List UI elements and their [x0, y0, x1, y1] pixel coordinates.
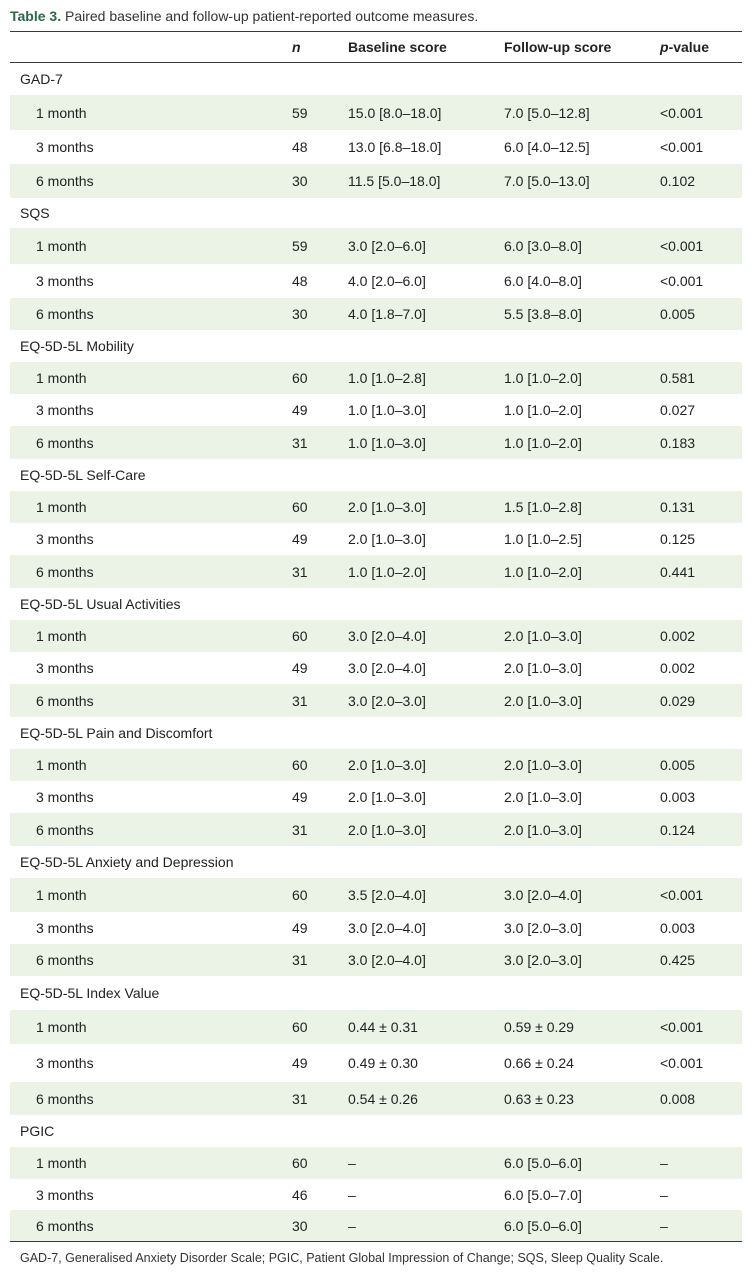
followup-cell: 6.0 [4.0–8.0]	[504, 273, 582, 289]
baseline-cell: 4.0 [2.0–6.0]	[348, 273, 426, 289]
p-value-cell: 0.003	[660, 789, 696, 805]
n-cell: 59	[292, 238, 308, 254]
row-label: 3 months	[36, 402, 94, 418]
table-row	[10, 813, 742, 846]
p-value-cell: 0.124	[660, 821, 696, 838]
followup-cell: 0.66 ± 0.24	[504, 1055, 574, 1071]
n-cell: 30	[292, 306, 308, 322]
n-cell: 49	[292, 402, 308, 418]
n-cell: 31	[292, 692, 308, 709]
n-cell: 49	[292, 789, 308, 805]
n-cell: 60	[292, 499, 308, 515]
group-header-row	[10, 717, 742, 749]
group-label: EQ-5D-5L Pain and Discomfort	[20, 725, 213, 741]
row-label: 1 month	[36, 104, 87, 121]
baseline-cell: 3.0 [2.0–4.0]	[348, 660, 426, 676]
followup-cell: 1.0 [1.0–2.0]	[504, 370, 582, 386]
followup-cell: 2.0 [1.0–3.0]	[504, 660, 582, 676]
followup-cell: 6.0 [3.0–8.0]	[504, 238, 582, 254]
row-label: 3 months	[36, 789, 94, 805]
p-value-cell: 0.425	[660, 952, 696, 968]
group-label: SQS	[20, 205, 50, 221]
followup-cell: 2.0 [1.0–3.0]	[504, 692, 582, 709]
table-row	[10, 878, 742, 912]
p-value-cell: –	[660, 1217, 668, 1234]
followup-cell: 0.59 ± 0.29	[504, 1019, 574, 1035]
followup-cell: 1.0 [1.0–2.0]	[504, 434, 582, 451]
p-value-cell: 0.008	[660, 1090, 696, 1107]
followup-cell: 2.0 [1.0–3.0]	[504, 789, 582, 805]
table-row	[10, 164, 742, 198]
group-label: PGIC	[20, 1123, 55, 1139]
baseline-cell: 2.0 [1.0–3.0]	[348, 757, 426, 773]
baseline-cell: 3.5 [2.0–4.0]	[348, 887, 426, 903]
p-value-cell: <0.001	[660, 1055, 704, 1071]
group-header-row	[10, 198, 742, 228]
baseline-cell: 1.0 [1.0–3.0]	[348, 434, 426, 451]
group-label: EQ-5D-5L Usual Activities	[20, 596, 181, 612]
baseline-cell: 2.0 [1.0–3.0]	[348, 821, 426, 838]
p-value-cell: 0.029	[660, 692, 696, 709]
p-value-cell: 0.005	[660, 306, 696, 322]
table-row	[10, 781, 742, 813]
n-cell: 48	[292, 139, 308, 155]
header-p-suffix: -value	[668, 39, 710, 55]
row-label: 3 months	[36, 273, 94, 289]
group-header-row	[10, 976, 742, 1010]
row-label: 1 month	[36, 1019, 87, 1035]
baseline-cell: –	[348, 1217, 356, 1234]
p-value-cell: 0.125	[660, 531, 696, 547]
bottom-rule	[10, 1241, 742, 1242]
baseline-cell: –	[348, 1186, 356, 1203]
n-cell: 60	[292, 1019, 308, 1035]
n-cell: 49	[292, 1055, 308, 1071]
n-cell: 60	[292, 887, 308, 903]
table-row	[10, 362, 742, 394]
baseline-cell: 1.0 [1.0–3.0]	[348, 402, 426, 418]
row-label: 3 months	[36, 660, 94, 676]
table-row	[10, 298, 742, 330]
n-cell: 49	[292, 531, 308, 547]
n-cell: 31	[292, 1090, 308, 1107]
row-label: 3 months	[36, 1055, 94, 1071]
group-header-row	[10, 330, 742, 362]
group-header-row	[10, 588, 742, 620]
n-cell: 60	[292, 628, 308, 644]
row-label: 6 months	[36, 563, 94, 580]
n-cell: 30	[292, 1217, 308, 1234]
row-label: 3 months	[36, 139, 94, 155]
baseline-cell: 0.49 ± 0.30	[348, 1055, 418, 1071]
baseline-cell: 1.0 [1.0–2.0]	[348, 563, 426, 580]
row-label: 3 months	[36, 920, 94, 936]
table-title: Paired baseline and follow-up patient-reported outcome measures.	[64, 8, 479, 24]
group-header-row	[10, 63, 742, 95]
followup-cell: 6.0 [5.0–6.0]	[504, 1217, 582, 1234]
followup-cell: 6.0 [5.0–6.0]	[504, 1155, 582, 1171]
n-cell: 31	[292, 952, 308, 968]
baseline-cell: 1.0 [1.0–2.8]	[348, 370, 426, 386]
table-row	[10, 1082, 742, 1115]
table-row	[10, 1210, 742, 1241]
n-cell: 31	[292, 434, 308, 451]
p-value-cell: 0.003	[660, 920, 696, 936]
p-value-cell: 0.027	[660, 402, 696, 418]
row-label: 1 month	[36, 499, 87, 515]
row-label: 6 months	[36, 821, 94, 838]
baseline-cell: 0.54 ± 0.26	[348, 1090, 418, 1107]
n-cell: 60	[292, 757, 308, 773]
followup-cell: 3.0 [2.0–3.0]	[504, 920, 582, 936]
p-value-cell: 0.581	[660, 370, 696, 386]
table-row	[10, 1044, 742, 1082]
group-header-row	[10, 459, 742, 491]
p-value-cell: <0.001	[660, 139, 704, 155]
group-label: EQ-5D-5L Self-Care	[20, 467, 146, 483]
followup-cell: 2.0 [1.0–3.0]	[504, 628, 582, 644]
table-row	[10, 555, 742, 588]
followup-cell: 1.0 [1.0–2.5]	[504, 531, 582, 547]
p-value-cell: 0.441	[660, 563, 696, 580]
table-row	[10, 1179, 742, 1210]
table-row	[10, 394, 742, 426]
n-cell: 59	[292, 104, 308, 121]
followup-cell: 6.0 [4.0–12.5]	[504, 139, 590, 155]
followup-cell: 1.0 [1.0–2.0]	[504, 563, 582, 580]
p-value-cell: <0.001	[660, 887, 704, 903]
baseline-cell: 3.0 [2.0–3.0]	[348, 692, 426, 709]
row-label: 1 month	[36, 887, 87, 903]
baseline-cell: 15.0 [8.0–18.0]	[348, 104, 442, 121]
baseline-cell: 2.0 [1.0–3.0]	[348, 789, 426, 805]
table-row	[10, 130, 742, 164]
table-row	[10, 1147, 742, 1179]
group-header-row	[10, 846, 742, 878]
group-header-row	[10, 1115, 742, 1147]
followup-cell: 3.0 [2.0–4.0]	[504, 887, 582, 903]
n-cell: 30	[292, 173, 308, 189]
n-cell: 49	[292, 660, 308, 676]
table-row	[10, 426, 742, 459]
followup-cell: 2.0 [1.0–3.0]	[504, 821, 582, 838]
baseline-cell: 3.0 [2.0–6.0]	[348, 238, 426, 254]
row-label: 6 months	[36, 306, 94, 322]
n-cell: 49	[292, 920, 308, 936]
n-cell: 31	[292, 821, 308, 838]
group-label: EQ-5D-5L Anxiety and Depression	[20, 854, 234, 870]
group-label: GAD-7	[20, 71, 63, 87]
followup-cell: 2.0 [1.0–3.0]	[504, 757, 582, 773]
followup-cell: 0.63 ± 0.23	[504, 1090, 574, 1107]
table-row	[10, 1010, 742, 1044]
row-label: 1 month	[36, 1155, 87, 1171]
table-row	[10, 944, 742, 976]
row-label: 1 month	[36, 370, 87, 386]
n-cell: 48	[292, 273, 308, 289]
p-value-cell: 0.102	[660, 173, 696, 189]
followup-cell: 1.0 [1.0–2.0]	[504, 402, 582, 418]
table-row	[10, 749, 742, 781]
n-cell: 60	[292, 1155, 308, 1171]
p-value-cell: 0.005	[660, 757, 696, 773]
baseline-cell: –	[348, 1155, 356, 1171]
table-row	[10, 95, 742, 130]
table-label: Table 3.	[10, 8, 62, 24]
p-value-cell: 0.131	[660, 499, 696, 515]
baseline-cell: 3.0 [2.0–4.0]	[348, 920, 426, 936]
baseline-cell: 11.5 [5.0–18.0]	[348, 173, 441, 189]
header-baseline: Baseline score	[348, 39, 447, 55]
baseline-cell: 3.0 [2.0–4.0]	[348, 952, 426, 968]
baseline-cell: 13.0 [6.8–18.0]	[348, 139, 442, 155]
table-row	[10, 652, 742, 684]
followup-cell: 7.0 [5.0–13.0]	[504, 173, 590, 189]
row-label: 6 months	[36, 1090, 94, 1107]
table-row	[10, 228, 742, 264]
table-row	[10, 684, 742, 717]
table-row	[10, 912, 742, 944]
followup-cell: 5.5 [3.8–8.0]	[504, 306, 582, 322]
p-value-cell: <0.001	[660, 1019, 704, 1035]
table-row	[10, 523, 742, 555]
baseline-cell: 0.44 ± 0.31	[348, 1019, 418, 1035]
baseline-cell: 4.0 [1.8–7.0]	[348, 306, 426, 322]
p-value-cell: –	[660, 1186, 668, 1203]
followup-cell: 1.5 [1.0–2.8]	[504, 499, 582, 515]
row-label: 6 months	[36, 692, 94, 709]
p-value-cell: –	[660, 1155, 668, 1171]
table-footnote: GAD-7, Generalised Anxiety Disorder Scale; PGIC, Patient Global Impression of Change; SQS, Sleep Quality Scale.	[20, 1251, 664, 1265]
row-label: 6 months	[36, 434, 94, 451]
p-value-cell: 0.183	[660, 434, 696, 451]
p-value-cell: <0.001	[660, 238, 704, 254]
row-label: 6 months	[36, 1217, 94, 1234]
p-value-cell: <0.001	[660, 104, 704, 121]
header-followup: Follow-up score	[504, 39, 612, 55]
table-row	[10, 620, 742, 652]
n-cell: 60	[292, 370, 308, 386]
followup-cell: 7.0 [5.0–12.8]	[504, 104, 590, 121]
row-label: 1 month	[36, 757, 87, 773]
baseline-cell: 2.0 [1.0–3.0]	[348, 531, 426, 547]
group-label: EQ-5D-5L Index Value	[20, 985, 160, 1001]
header-p-letter: p	[660, 39, 669, 55]
p-value-cell: 0.002	[660, 660, 696, 676]
header-p-value	[660, 32, 709, 62]
baseline-cell: 3.0 [2.0–4.0]	[348, 628, 426, 644]
followup-cell: 6.0 [5.0–7.0]	[504, 1186, 582, 1203]
p-value-cell: <0.001	[660, 273, 704, 289]
p-value-cell: 0.002	[660, 628, 696, 644]
baseline-cell: 2.0 [1.0–3.0]	[348, 499, 426, 515]
row-label: 6 months	[36, 952, 94, 968]
table-row	[10, 491, 742, 523]
n-cell: 46	[292, 1186, 308, 1203]
header-n: n	[292, 39, 301, 55]
table-caption	[10, 6, 478, 26]
table-row	[10, 264, 742, 298]
group-label: EQ-5D-5L Mobility	[20, 338, 134, 354]
row-label: 3 months	[36, 531, 94, 547]
row-label: 3 months	[36, 1186, 94, 1203]
followup-cell: 3.0 [2.0–3.0]	[504, 952, 582, 968]
row-label: 1 month	[36, 238, 87, 254]
row-label: 1 month	[36, 628, 87, 644]
n-cell: 31	[292, 563, 308, 580]
row-label: 6 months	[36, 173, 94, 189]
